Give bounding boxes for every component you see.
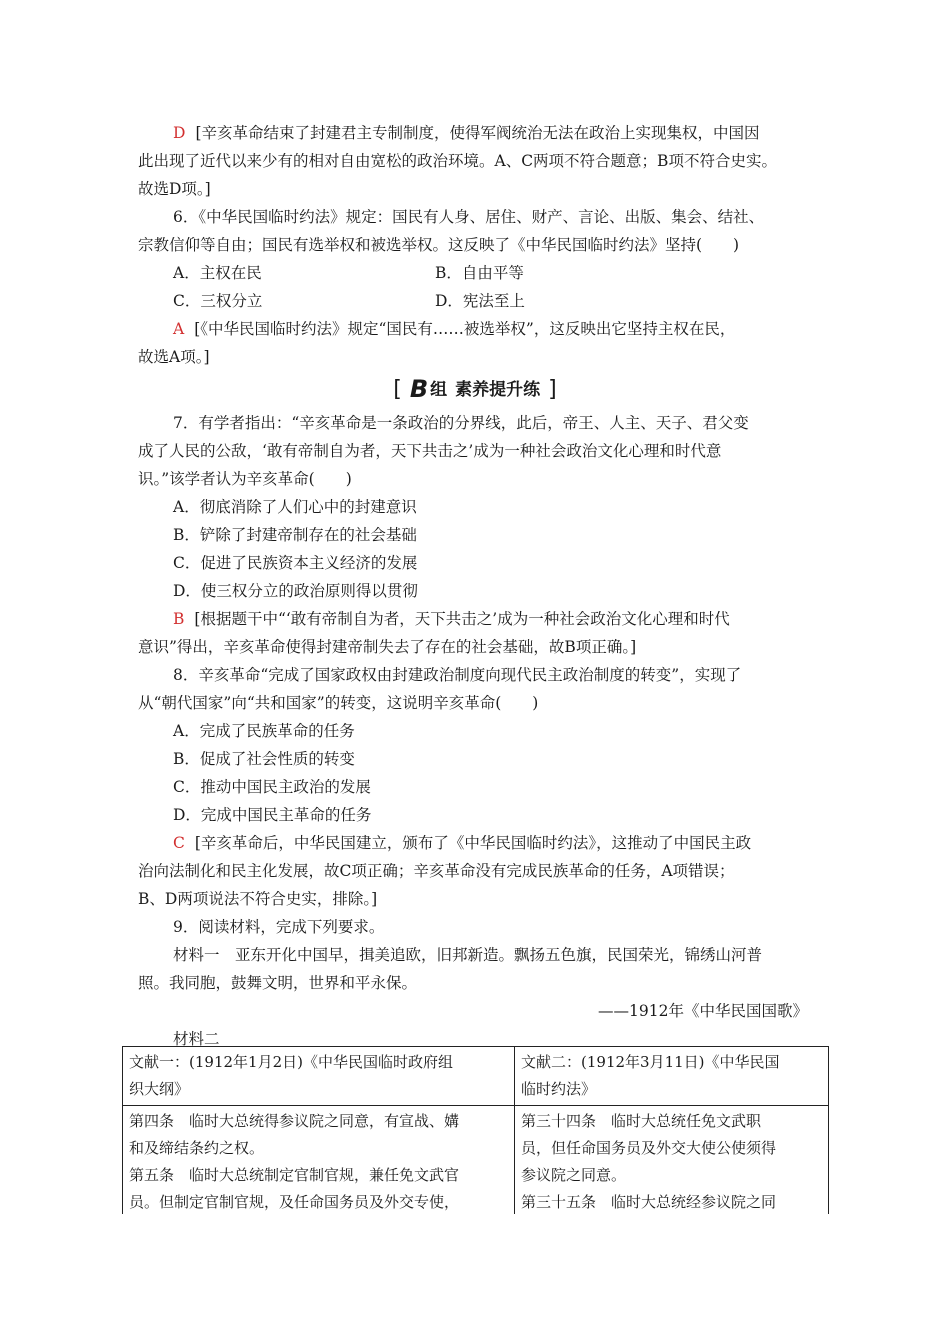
- q7-stem-line-2: 成了人民的公敌，‘敢有帝制自为者，天下共击之’成为一种社会政治文化心理和时代意: [138, 442, 722, 460]
- q8-stem-line-1: 8．辛亥革命“完成了国家政权由封建政治制度向现代民主政治制度的转变”，实现了: [173, 666, 742, 684]
- q7-option-d: D．使三权分立的政治原则得以贯彻: [173, 582, 418, 600]
- bracket-open: [: [393, 377, 402, 402]
- answer-letter: B: [173, 610, 185, 628]
- q6-answer-line-2: 故选A项。]: [138, 348, 210, 366]
- q8-stem-line-2: 从“朝代国家”向“共和国家”的转变，这说明辛亥革命( ): [138, 694, 539, 712]
- q9-stem: 9．阅读材料，完成下列要求。: [173, 918, 385, 936]
- group-label: 组: [430, 380, 448, 400]
- q8-answer-line-1: C [辛亥革命后，中华民国建立，颁布了《中华民国临时约法》，这推动了中国民主政: [173, 834, 752, 852]
- table-row: [123, 1047, 829, 1106]
- question-8: [138, 661, 824, 913]
- table-cell-body-left: 第四条 临时大总统得参议院之同意，有宣战、媾 和及缔结条约之权。 第五条 临时大总统制定官制官规，兼任免文武官 员。但制定官制官规，及任命国务员及外交专使，: [123, 1106, 515, 1215]
- q6-answer-line-1: A [《中华民国临时约法》规定“国民有……被选举权”，这反映出它坚持主权在民，: [173, 320, 736, 338]
- answer-letter: D: [173, 124, 186, 142]
- q8-answer-line-3: B、D两项说法不符合史实，排除。]: [138, 890, 378, 908]
- q6-option-b: B．自由平等: [435, 264, 524, 282]
- q5-answer-line-2: 此出现了近代以来少有的相对自由宽松的政治环境。A、C两项不符合题意；B项不符合史实。: [138, 152, 777, 170]
- q9-material1-line-1: 材料一 亚东开化中国早，揖美追欧，旧邦新造。飘扬五色旗，民国荣光，锦绣山河普: [173, 946, 763, 964]
- q6-options-row-1: [138, 259, 824, 287]
- q8-option-d: D．完成中国民主革命的任务: [173, 806, 372, 824]
- group-letter: B: [409, 375, 429, 403]
- q6-option-d: D．宪法至上: [435, 292, 525, 310]
- q6-option-c: C．三权分立: [173, 292, 263, 310]
- q8-answer-line-2: 治向法制化和民主化发展，故C项正确；辛亥革命没有完成民族革命的任务，A项错误；: [138, 862, 735, 880]
- q6-stem-line-2: 宗教信仰等自由；国民有选举权和被选举权。这反映了《中华民国临时约法》坚持( ): [138, 236, 740, 254]
- material2-table-wrap: [122, 1046, 830, 1214]
- q5-answer: [138, 119, 824, 203]
- bracket-close: ]: [548, 377, 557, 402]
- q7-option-b: B．铲除了封建帝制存在的社会基础: [173, 526, 417, 544]
- q9-material1-line-2: 照。我同胞，鼓舞文明，世界和平永保。: [138, 974, 418, 992]
- q7-stem-line-3: 识。”该学者认为辛亥革命( ): [138, 470, 352, 488]
- q8-option-c: C．推动中国民主政治的发展: [173, 778, 371, 796]
- question-7: [138, 409, 824, 661]
- question-9: [138, 913, 824, 1053]
- q5-answer-line-1: D [辛亥革命结束了封建君主专制制度，使得军阀统治无法在政治上实现集权，中国因: [173, 124, 760, 142]
- q6-options-row-2: [138, 287, 824, 315]
- table-cell-body-right: 第三十四条 临时大总统任免文武职 员，但任命国务员及外交大使公使须得 参议院之同意。 第三十五条 临时大总统经参议院之同: [515, 1106, 829, 1215]
- q7-answer-line-2: 意识”得出，辛亥革命使得封建帝制失去了存在的社会基础，故B项正确。]: [138, 638, 637, 656]
- material2-table: [122, 1046, 829, 1214]
- table-cell-header-left: 文献一：(1912年1月2日)《中华民国临时政府组 织大纲》: [123, 1047, 515, 1106]
- q7-answer-line-1: B [根据题干中“‘敢有帝制自为者，天下共击之’成为一种社会政治文化心理和时代: [173, 610, 730, 628]
- q9-material2-label: 材料二: [173, 1030, 220, 1048]
- q7-option-a: A．彻底消除了人们心中的封建意识: [173, 498, 417, 516]
- q9-material1-source: ——1912年《中华民国国歌》: [598, 1002, 808, 1020]
- question-6: [138, 203, 824, 371]
- q5-answer-line-3: 故选D项。]: [138, 180, 211, 198]
- section-b-title: [0, 374, 950, 405]
- q7-stem-line-1: 7．有学者指出：“辛亥革命是一条政治的分界线，此后，帝王、人主、天子、君父变: [173, 414, 749, 432]
- q7-option-c: C．促进了民族资本主义经济的发展: [173, 554, 418, 572]
- table-cell-header-right: 文献二：(1912年3月11日)《中华民国 临时约法》: [515, 1047, 829, 1106]
- q6-stem-line-1: 6．《中华民国临时约法》规定：国民有人身、居住、财产、言论、出版、集会、结社、: [173, 208, 765, 226]
- section-name: 素养提升练: [455, 380, 541, 400]
- answer-letter: C: [173, 834, 185, 852]
- answer-letter: A: [173, 320, 185, 338]
- table-row: [123, 1106, 829, 1215]
- q6-option-a: A．主权在民: [173, 264, 262, 282]
- q8-option-b: B．促成了社会性质的转变: [173, 750, 355, 768]
- q8-option-a: A．完成了民族革命的任务: [173, 722, 355, 740]
